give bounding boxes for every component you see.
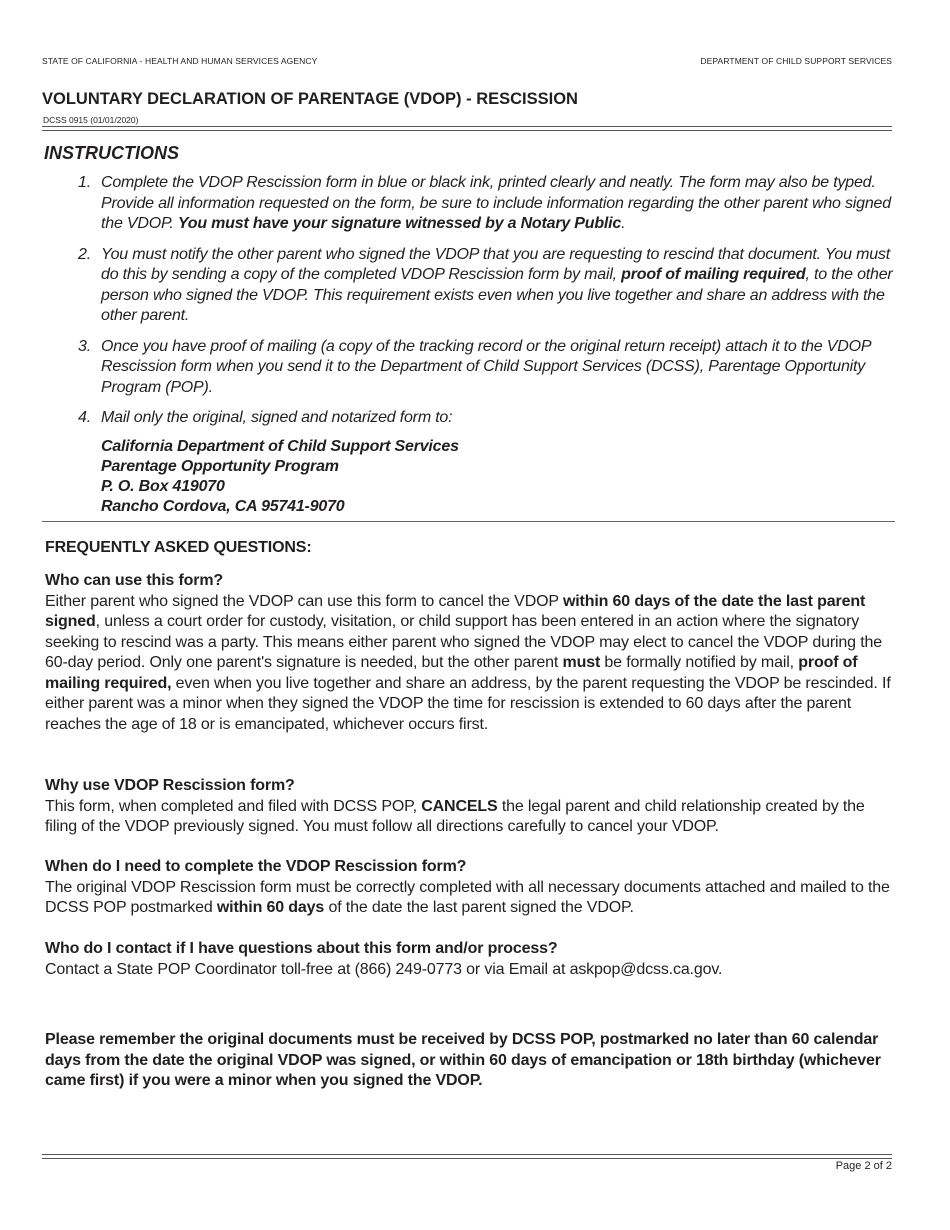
faq-answer bbox=[45, 592, 900, 736]
answer-emphasis: within 60 days of the date the last parent signed bbox=[45, 592, 866, 630]
footer-divider bbox=[42, 1154, 892, 1159]
instruction-number: 1. bbox=[78, 174, 91, 191]
instruction-text: Complete the VDOP Rescission form in blue or black ink, printed clearly and neatly. The form may also be typed. Provide all information requested on the form, be sure to include information regarding the other parent who signed the VDOP. bbox=[101, 174, 891, 232]
instructions-list bbox=[42, 173, 900, 527]
instruction-text: , to the other person who signed the VDOP. This requirement exists even when you live together and share an address with the other parent. bbox=[101, 266, 893, 324]
instruction-emphasis: proof of mailing required bbox=[621, 266, 806, 283]
faq-question: Why use VDOP Rescission form? bbox=[45, 777, 295, 794]
answer-text: even when you live together and share an address, by the parent requesting the VDOP be rescinded. If either parent was a minor when they signed the VDOP the time for rescission is extended to 60 days after the parent reaches the age of 18 or is emancipated, whichever occurs first. bbox=[45, 674, 891, 733]
instruction-text: Mail only the original, signed and notarized form to: bbox=[101, 409, 453, 426]
answer-emphasis: CANCELS bbox=[421, 797, 498, 815]
faq-item bbox=[45, 857, 900, 919]
faq-question: Who do I contact if I have questions about this form and/or process? bbox=[45, 940, 558, 957]
answer-emphasis: proof of mailing required, bbox=[45, 654, 858, 692]
answer-text: the legal parent and child relationship created by the filing of the VDOP previously signed. You must follow all directions carefully to cancel your VDOP. bbox=[45, 797, 865, 835]
faq-heading bbox=[45, 538, 900, 559]
instruction-text: Once you have proof of mailing (a copy of the tracking record or the original return receipt) attach it to the VDOP Rescission form when you send it to the Department of Child Support Services (DCSS), Parentage Opportunity Program (POP). bbox=[101, 337, 871, 396]
department-name: DEPARTMENT OF CHILD SUPPORT SERVICES bbox=[700, 56, 892, 66]
answer-emphasis: within 60 days bbox=[216, 899, 325, 916]
answer-text: Contact a State POP Coordinator toll-free at (866) 249-0773 or via Email at askpop@dcss.ca.gov. bbox=[45, 960, 723, 978]
mailing-address bbox=[101, 437, 900, 517]
section-divider bbox=[42, 521, 895, 522]
address-line: Rancho Cordova, CA 95741-9070 bbox=[101, 497, 345, 515]
reminder-note: Please remember the original documents must be received by DCSS POP, postmarked no later than 60 calendar days from the date the original VDOP was signed, or within 60 days of emancipation or 18th birthday (whichever came first) if you were a minor when you signed the VDOP. bbox=[45, 1031, 881, 1089]
address-line: P. O. Box 419070 bbox=[101, 477, 225, 495]
answer-emphasis: must bbox=[562, 654, 601, 671]
instruction-emphasis: You must have your signature witnessed by a Notary Public bbox=[177, 215, 622, 232]
faq-question: Who can use this form? bbox=[45, 572, 224, 589]
faq-answer bbox=[45, 960, 900, 981]
instruction-item bbox=[42, 337, 900, 399]
faq-answer bbox=[45, 797, 900, 838]
instruction-item bbox=[42, 408, 900, 517]
instruction-number: 2. bbox=[78, 245, 91, 263]
instruction-number: 3. bbox=[78, 337, 91, 355]
instruction-item bbox=[42, 245, 900, 327]
page-number: Page 2 of 2 bbox=[835, 1160, 892, 1172]
header-divider bbox=[42, 126, 892, 131]
faq-question: When do I need to complete the VDOP Rescission form? bbox=[45, 858, 467, 875]
answer-text: be formally notified by mail, bbox=[600, 654, 799, 671]
instruction-number: 4. bbox=[78, 409, 91, 426]
form-number: DCSS 0915 (01/01/2020) bbox=[43, 115, 139, 125]
answer-text: Either parent who signed the VDOP can use this form to cancel the VDOP bbox=[45, 592, 563, 610]
answer-text: of the date the last parent signed the VDOP. bbox=[324, 899, 634, 916]
answer-text: The original VDOP Rescission form must be correctly completed with all necessary documents attached and mailed to the DCSS POP postmarked bbox=[45, 878, 890, 916]
instructions-heading: INSTRUCTIONS bbox=[44, 143, 179, 163]
faq-item bbox=[45, 571, 900, 735]
faq-answer bbox=[45, 878, 900, 919]
instruction-text: . bbox=[621, 215, 626, 232]
instruction-item bbox=[42, 173, 900, 235]
faq-item bbox=[45, 939, 900, 980]
answer-text: , unless a court order for custody, visitation, or child support has been entered in an action where the signatory seeking to rescind was a party. This means either parent who signed the VDOP may elect to cancel the VDOP during the 60-day period. Only one parent's signature is needed, but the other parent bbox=[45, 613, 882, 671]
address-line: California Department of Child Support Services bbox=[101, 437, 459, 455]
address-line: Parentage Opportunity Program bbox=[101, 457, 339, 475]
agency-name: STATE OF CALIFORNIA - HEALTH AND HUMAN SERVICES AGENCY bbox=[42, 56, 318, 66]
answer-text: This form, when completed and filed with DCSS POP, bbox=[45, 797, 422, 815]
faq-item bbox=[45, 776, 900, 838]
faq-heading-text: FREQUENTLY ASKED QUESTIONS: bbox=[45, 539, 312, 556]
instruction-text: You must notify the other parent who signed the VDOP that you are requesting to rescind that document. You must do this by sending a copy of the completed VDOP Rescission form by mail, bbox=[101, 245, 890, 283]
form-title: VOLUNTARY DECLARATION OF PARENTAGE (VDOP) - RESCISSION bbox=[42, 90, 578, 108]
